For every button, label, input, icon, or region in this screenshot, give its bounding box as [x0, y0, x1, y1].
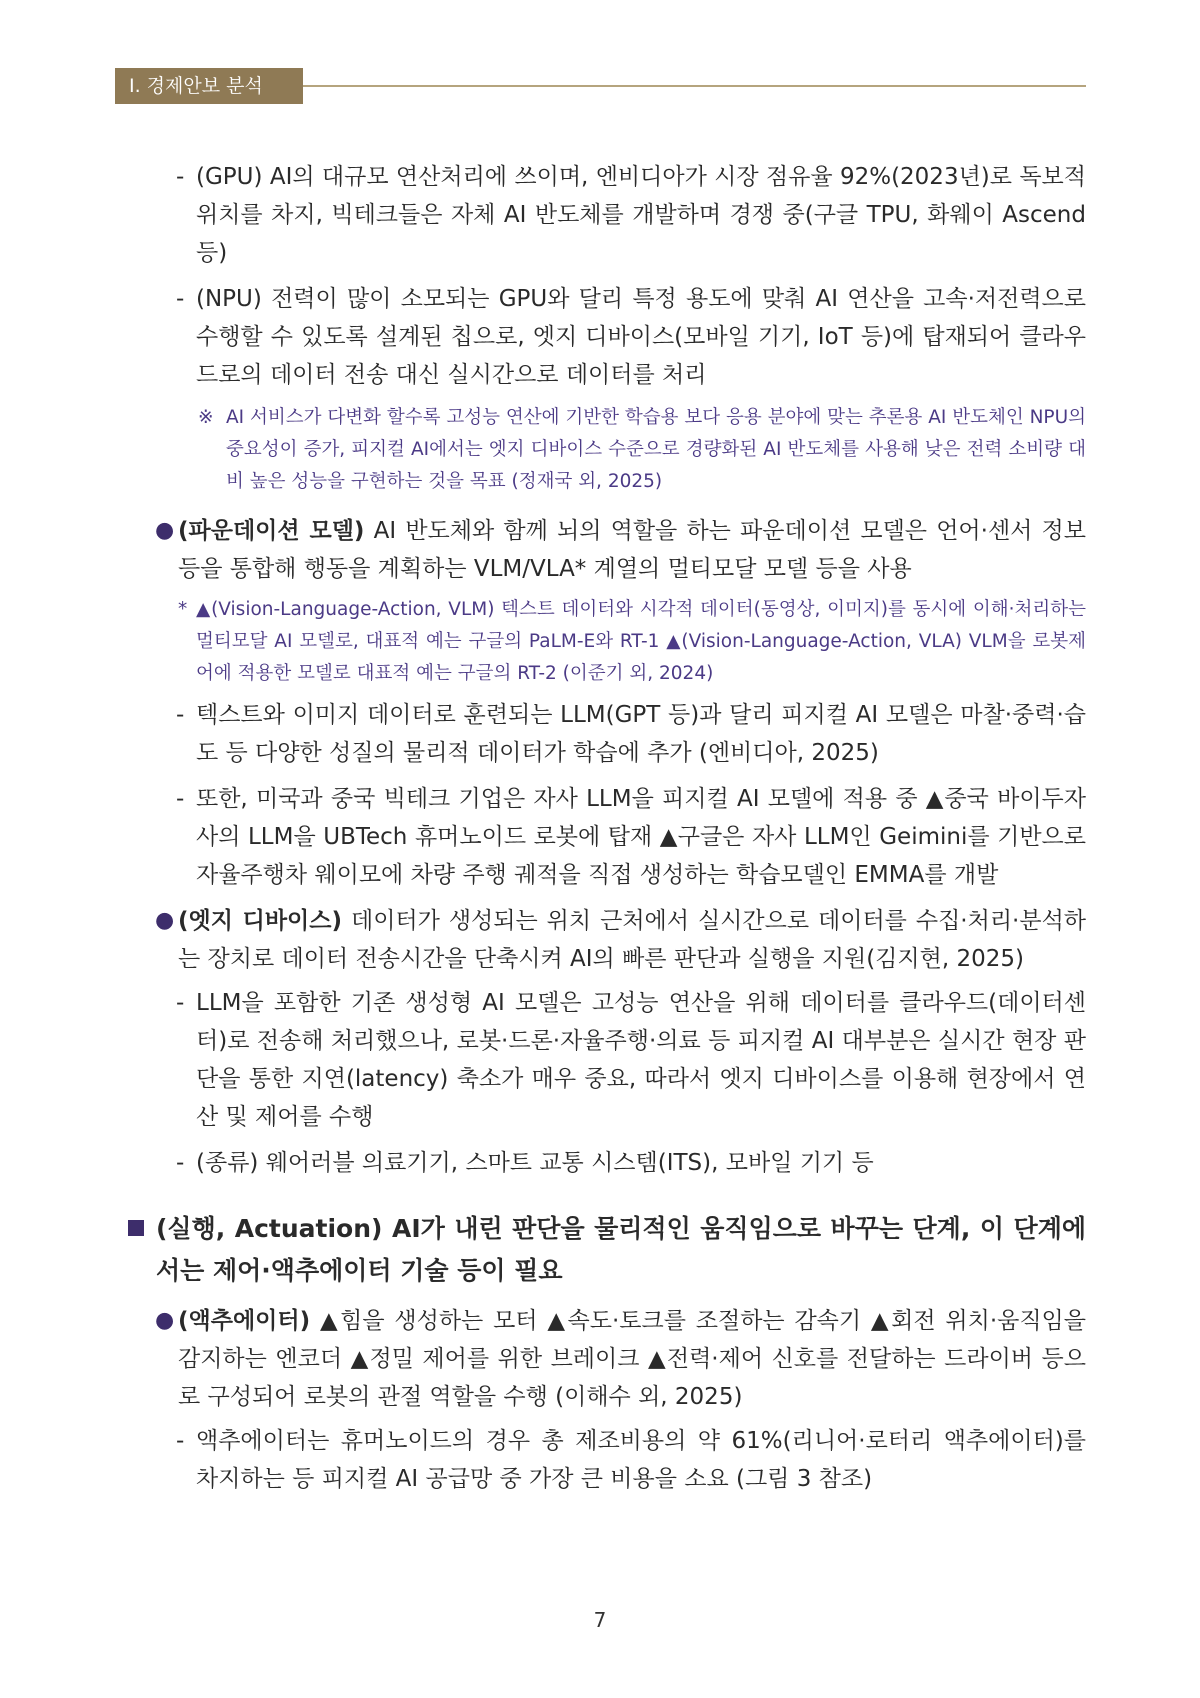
- bullet-marker: ●: [155, 518, 175, 543]
- dash-item-npu: [120, 280, 1086, 394]
- dash-text: (GPU) AI의 대규모 연산처리에 쓰이며, 엔비디아가 시장 점유율 92%(2023년)로 독보적 위치를 차지, 빅테크들은 자체 AI 반도체를 개발하며 경쟁 중(구글 TPU, 화웨이 Ascend 등): [196, 164, 1086, 266]
- dash-item-actuator-cost: [120, 1422, 1086, 1498]
- dash-text: 액추에이터는 휴머노이드의 경우 총 제조비용의 약 61%(리니어·로터리 액추에이터)를 차지하는 등 피지컬 AI 공급망 중 가장 큰 비용을 소요 (그림 3 참조): [196, 1428, 1086, 1492]
- section-point-actuation: [120, 1208, 1086, 1292]
- section-header-label: Ⅰ. 경제안보 분석: [129, 75, 263, 97]
- dash-text: 텍스트와 이미지 데이터로 훈련되는 LLM(GPT 등)과 달리 피지컬 AI 모델은 마찰·중력·습도 등 다양한 성질의 물리적 데이터가 학습에 추가 (엔비디아, 2025): [196, 702, 1086, 766]
- dash-marker: -: [176, 990, 185, 1016]
- dash-text: LLM을 포함한 기존 생성형 AI 모델은 고성능 연산을 위해 데이터를 클라우드(데이터센터)로 전송해 처리했으나, 로봇·드론·자율주행·의료 등 피지컬 AI 대부분은 실시간 현장 판단을 통한 지연(latency) 축소가 매우 중요, 따라서 엣지 디바이스를 이용해 현장에서 연산 및 제어를 수행: [196, 990, 1086, 1130]
- note-marker: ※: [198, 407, 214, 428]
- dash-item-types: [120, 1144, 1086, 1182]
- note-text: AI 서비스가 다변화 할수록 고성능 연산에 기반한 학습용 보다 응용 분야에 맞는 추론용 AI 반도체인 NPU의 중요성이 증가, 피지컬 AI에서는 엣지 디바이스 수준으로 경량화된 AI 반도체를 사용해 낮은 전력 소비량 대비 높은 성능을 구현하는 것을 목표 (정재국 외, 2025): [226, 407, 1086, 492]
- square-marker: [128, 1220, 144, 1236]
- section-header-tab: [115, 68, 303, 104]
- dash-marker: -: [176, 286, 185, 312]
- dash-marker: -: [176, 164, 185, 190]
- bullet-text: ▲힘을 생성하는 모터 ▲속도·토크를 조절하는 감속기 ▲회전 위치·움직임을 감지하는 엔코더 ▲정밀 제어를 위한 브레이크 ▲전력·제어 신호를 전달하는 드라이버 등으로 구성되어 로봇의 관절 역할을 수행 (이해수 외, 2025): [178, 1308, 1086, 1410]
- bullet-lead: (파운데이션 모델): [178, 518, 365, 544]
- bullet-lead: (액추에이터): [178, 1308, 311, 1334]
- footnote-text: ▲(Vision-Language-Action, VLM) 텍스트 데이터와 시각적 데이터(동영상, 이미지)를 동시에 이해·처리하는 멀티모달 AI 모델로, 대표적 예는 구글의 PaLM-E와 RT-1 ▲(Vision-Language-Action, VLA) VLM을 로봇제어에 적용한 모델로 대표적 예는 구글의 RT-2 (이준기 외, 2024): [196, 599, 1086, 684]
- page-body: [120, 158, 1086, 1506]
- header-divider: [303, 85, 1086, 87]
- bullet-item-foundation-model: [120, 512, 1086, 588]
- bullet-text: 데이터가 생성되는 위치 근처에서 실시간으로 데이터를 수집·처리·분석하는 장치로 데이터 전송시간을 단축시켜 AI의 빠른 판단과 실행을 지원(김지현, 2025): [178, 908, 1087, 972]
- dash-marker: -: [176, 702, 185, 728]
- bullet-text: AI 반도체와 함께 뇌의 역할을 하는 파운데이션 모델은 언어·센서 정보 등을 통합해 행동을 계획하는 VLM/VLA* 계열의 멀티모달 모델 등을 사용: [178, 518, 1086, 582]
- bullet-lead: (엣지 디바이스): [178, 908, 343, 934]
- dash-marker: -: [176, 1150, 185, 1176]
- footnote-marker: *: [178, 599, 188, 620]
- section-point-text: (실행, Actuation) AI가 내린 판단을 물리적인 움직임으로 바꾸는 단계, 이 단계에서는 제어·액추에이터 기술 등이 필요: [156, 1214, 1086, 1285]
- dash-item-gpu: [120, 158, 1086, 272]
- dash-marker: -: [176, 1428, 185, 1454]
- bullet-item-edge-device: [120, 902, 1086, 978]
- bullet-marker: ●: [155, 908, 175, 933]
- bullet-item-actuator: [120, 1302, 1086, 1416]
- dash-item-llm-difference: [120, 696, 1086, 772]
- dash-item-bigtech: [120, 780, 1086, 894]
- dash-text: 또한, 미국과 중국 빅테크 기업은 자사 LLM을 피지컬 AI 모델에 적용 중 ▲중국 바이두자사의 LLM을 UBTech 휴머노이드 로봇에 탑재 ▲구글은 자사 LLM인 Geimini를 기반으로 자율주행차 웨이모에 차량 주행 궤적을 직접 생성하는 학습모델인 EMMA를 개발: [196, 786, 1086, 888]
- bullet-marker: ●: [155, 1308, 175, 1333]
- reference-note-npu: [120, 402, 1086, 498]
- dash-text: (종류) 웨어러블 의료기기, 스마트 교통 시스템(ITS), 모바일 기기 등: [196, 1150, 874, 1176]
- dash-item-latency: [120, 984, 1086, 1136]
- dash-marker: -: [176, 786, 185, 812]
- page-number: 7: [593, 1608, 607, 1632]
- footnote-vlm-vla: [120, 594, 1086, 690]
- dash-text: (NPU) 전력이 많이 소모되는 GPU와 달리 특정 용도에 맞춰 AI 연산을 고속·저전력으로 수행할 수 있도록 설계된 칩으로, 엣지 디바이스(모바일 기기, IoT 등)에 탑재되어 클라우드로의 데이터 전송 대신 실시간으로 데이터를 처리: [196, 286, 1086, 388]
